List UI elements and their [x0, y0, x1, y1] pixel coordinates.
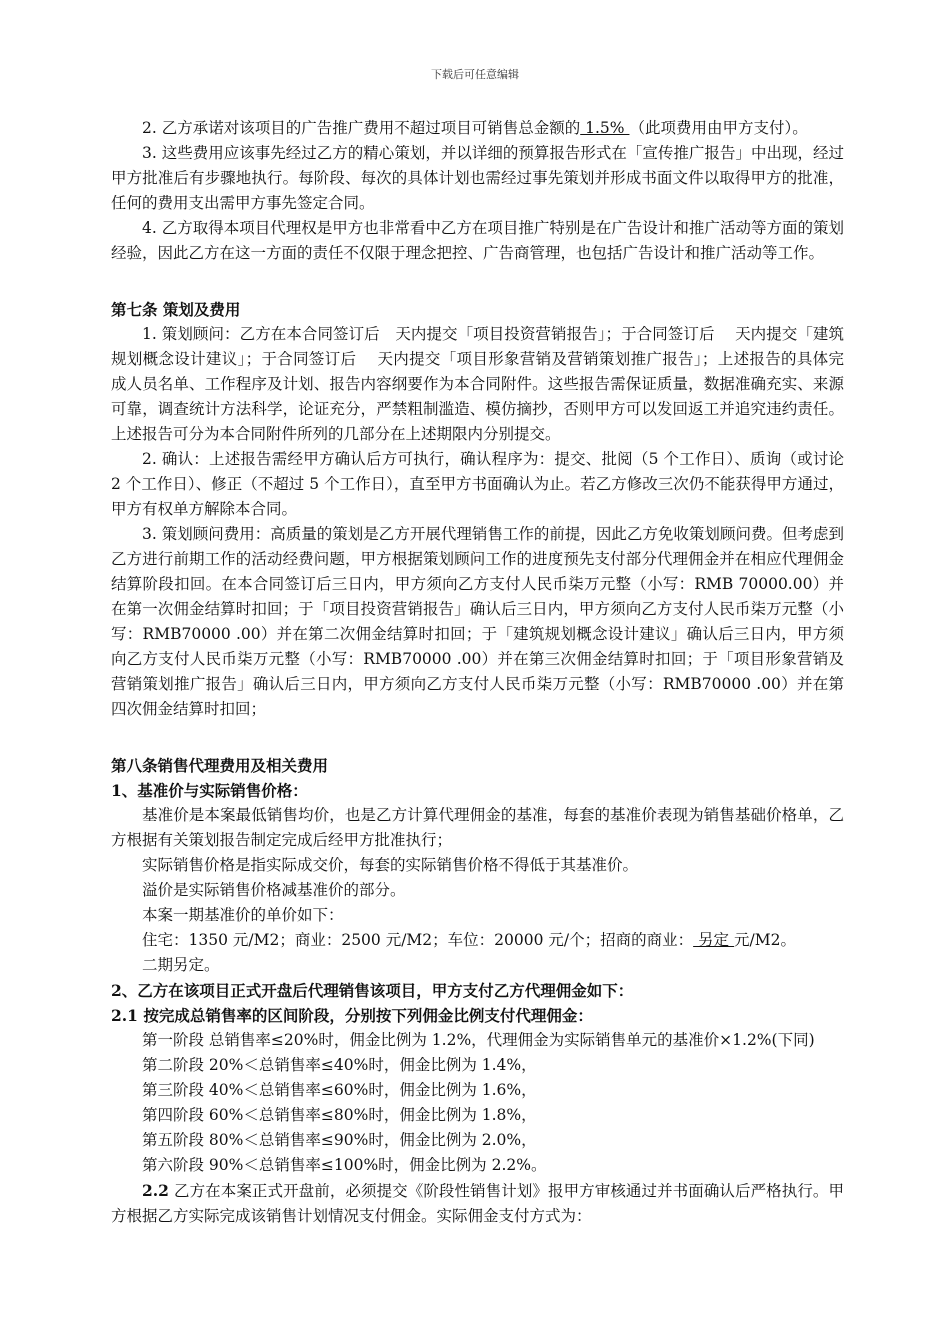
article-8-heading-2: 2、乙方在该项目正式开盘后代理销售该项目，甲方支付乙方代理佣金如下：	[111, 981, 634, 1000]
document-body	[111, 116, 844, 1229]
commission-stage: 第三阶段 40%＜总销售率≤60%时，佣金比例为 1.6%，	[142, 1081, 537, 1099]
article-8-line: 溢价是实际销售价格减基准价的部分。	[142, 881, 406, 899]
clause-text: （此项费用由甲方支付）。	[629, 119, 808, 137]
commission-stage: 第二阶段 20%＜总销售率≤40%时，佣金比例为 1.4%，	[142, 1056, 537, 1074]
commission-stage: 第一阶段 总销售率≤20%时，佣金比例为 1.2%，代理佣金为实际销售单元的基准价×1.2%(下同)	[142, 1031, 815, 1049]
commission-stage: 第六阶段 90%＜总销售率≤100%时，佣金比例为 2.2%。	[142, 1156, 547, 1174]
article-7-item-3: 3. 策划顾问费用：高质量的策划是乙方开展代理销售工作的前提，因此乙方免收策划顾问费。但考虑到乙方进行前期工作的活动经费问题，甲方根据策划顾问工作的进度预先支付部分代理佣金并在相应代理佣金结算阶段扣回。在本合同签订后三日内，甲方须向乙方支付人民币柒万元整（小写：RMB 70000.00）并在第一次佣金结算时扣回；于「项目投资营销报告」确认后三日内，甲方须向乙方支付人民币柒万元整（小写：RMB70000 .00）并在第二次佣金结算时扣回；于「建筑规划概念设计建议」确认后三日内，甲方须向乙方支付人民币柒万元整（小写：RMB70000 .00）并在第三次佣金结算时扣回；于「项目形象营销及营销策划推广报告」确认后三日内，甲方须向乙方支付人民币柒万元整（小写：RMB70000 .00）并在第四次佣金结算时扣回；	[111, 525, 844, 718]
underlined-value: 另定	[693, 931, 734, 949]
clause-text: 乙方在本案正式开盘前，必须提交《阶段性销售计划》报甲方审核通过并书面确认后严格执行。甲方根据乙方实际完成该销售计划情况支付佣金。实际佣金支付方式为：	[111, 1182, 844, 1225]
page-header: 下载后可任意编辑	[431, 68, 519, 81]
clause-6-item-3: 3. 这些费用应该事先经过乙方的精心策划，并以详细的预算报告形式在「宣传推广报告」中出现，经过甲方批准后有步骤地执行。每阶段、每次的具体计划也需经过事先策划并形成书面文件以取得甲方的批准，任何的费用支出需甲方事先签定合同。	[111, 144, 844, 212]
base-price-line	[111, 928, 844, 953]
clause-text: 住宅：1350 元/M2；商业：2500 元/M2；车位：20000 元/个；招商的商业：	[142, 931, 694, 949]
article-8-heading-1: 1、基准价与实际销售价格：	[111, 781, 308, 800]
commission-stage: 第四阶段 60%＜总销售率≤80%时，佣金比例为 1.8%，	[142, 1106, 537, 1124]
underlined-value: 1.5%	[580, 119, 630, 137]
clause-6-item-2	[111, 116, 844, 141]
clause-6-item-4: 4. 乙方取得本项目代理权是甲方也非常看中乙方在项目推广特别是在广告设计和推广活动等方面的策划经验，因此乙方在这一方面的责任不仅限于理念把控、广告商管理，也包括广告设计和推广活动等工作。	[111, 219, 844, 262]
clause-text: 元/M2。	[733, 931, 796, 949]
article-7-item-2: 2. 确认：上述报告需经甲方确认后方可执行，确认程序为：提交、批阅（5 个工作日）、质询（或讨论 2 个工作日）、修正（不超过 5 个工作日），直至甲方书面确认为止。若乙方修改三次仍不能获得甲方通过，甲方有权单方解除本合同。	[111, 450, 844, 518]
clause-text: 2. 乙方承诺对该项目的广告推广费用不超过项目可销售总金额的	[142, 119, 581, 137]
article-8-item-2-2	[111, 1178, 844, 1229]
article-8-heading-2-1: 2.1 按完成总销售率的区间阶段，分别按下列佣金比例支付代理佣金：	[111, 1006, 593, 1025]
article-8-line: 实际销售价格是指实际成交价，每套的实际销售价格不得低于其基准价。	[142, 856, 639, 874]
item-number: 2.2	[142, 1181, 169, 1200]
commission-stage: 第五阶段 80%＜总销售率≤90%时，佣金比例为 2.0%，	[142, 1131, 537, 1149]
article-8-title: 第八条销售代理费用及相关费用	[111, 756, 329, 775]
article-8-line: 二期另定。	[142, 956, 220, 974]
article-7-title: 第七条 策划及费用	[111, 300, 241, 319]
article-8-line: 基准价是本案最低销售均价，也是乙方计算代理佣金的基准，每套的基准价表现为销售基础价格单，乙方根据有关策划报告制定完成后经甲方批准执行；	[111, 806, 844, 849]
article-7-item-1: 1. 策划顾问：乙方在本合同签订后 天内提交「项目投资营销报告」；于合同签订后 天内提交「建筑规划概念设计建议」；于合同签订后 天内提交「项目形象营销及营销策划推广报告」；上述报告的具体完成人员名单、工作程序及计划、报告内容纲要作为本合同附件。这些报告需保证质量，数据准确充实、来源可靠，调查统计方法科学，论证充分，严禁粗制滥造、模仿摘抄，否则甲方可以发回返工并追究违约责任。上述报告可分为本合同附件所列的几部分在上述期限内分别提交。	[111, 325, 844, 443]
article-8-line: 本案一期基准价的单价如下：	[142, 906, 344, 924]
